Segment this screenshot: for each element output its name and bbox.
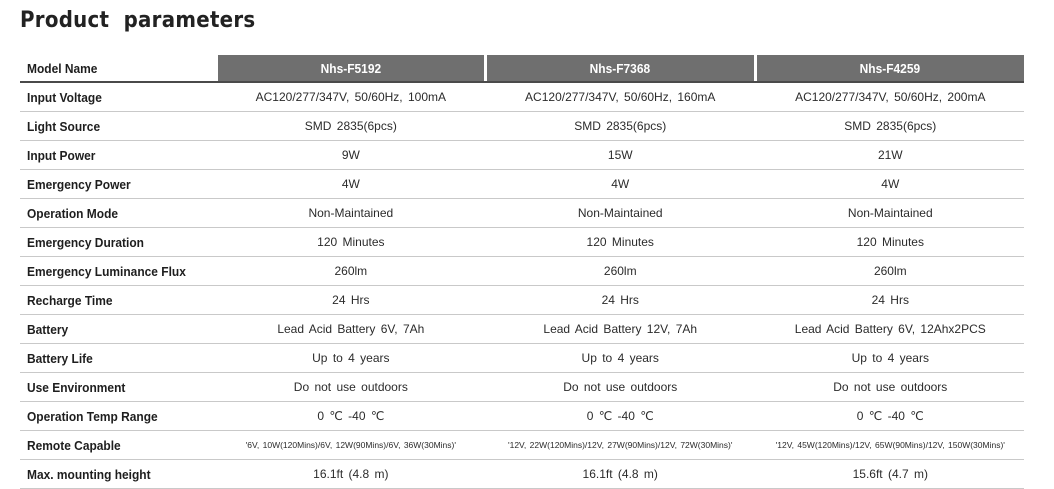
row-label — [20, 373, 218, 402]
table-cell: 9W — [218, 141, 484, 170]
table-cell: 16.1ft (4.8 m) — [487, 460, 754, 489]
model-name: Nhs-F7368 — [589, 60, 651, 76]
row-label-text: Emergency Duration — [27, 234, 144, 250]
row-label-text: Recharge Time — [27, 292, 113, 308]
table-header-row — [20, 55, 1024, 82]
table-cell: 24 Hrs — [757, 286, 1024, 315]
table-row — [20, 170, 1024, 199]
row-label-text: Emergency Power — [27, 176, 131, 192]
table-cell: SMD 2835(6pcs) — [757, 112, 1024, 141]
table-cell: 15.6ft (4.7 m) — [757, 460, 1024, 489]
table-row — [20, 199, 1024, 228]
table-cell: Do not use outdoors — [487, 373, 754, 402]
table-row — [20, 228, 1024, 257]
row-label — [20, 112, 218, 141]
table-cell: SMD 2835(6pcs) — [487, 112, 754, 141]
row-label — [20, 199, 218, 228]
table-cell: 0 ℃ -40 ℃ — [218, 402, 484, 431]
row-label — [20, 431, 218, 460]
table-cell: AC120/277/347V, 50/60Hz, 160mA — [487, 82, 754, 112]
table-row — [20, 286, 1024, 315]
table-cell: 260lm — [757, 257, 1024, 286]
row-label-text: Operation Temp Range — [27, 408, 158, 424]
table-cell: 0 ℃ -40 ℃ — [757, 402, 1024, 431]
table-cell: 4W — [487, 170, 754, 199]
table-cell: Lead Acid Battery 6V, 7Ah — [218, 315, 484, 344]
table-cell: 120 Minutes — [757, 228, 1024, 257]
table-row — [20, 112, 1024, 141]
table-cell: AC120/277/347V, 50/60Hz, 200mA — [757, 82, 1024, 112]
table-row — [20, 315, 1024, 344]
row-label-text: Remote Capable — [27, 437, 121, 453]
row-label — [20, 402, 218, 431]
table-cell: '12V, 45W(120Mins)/12V, 65W(90Mins)/12V, 150W(30Mins)' — [757, 431, 1024, 460]
table-cell: 0 ℃ -40 ℃ — [487, 402, 754, 431]
table-cell: '12V, 22W(120Mins)/12V, 27W(90Mins)/12V, 72W(30Mins)' — [487, 431, 754, 460]
table-cell: 24 Hrs — [487, 286, 754, 315]
table-cell: 4W — [218, 170, 484, 199]
table-cell: SMD 2835(6pcs) — [218, 112, 484, 141]
model-name: Nhs-F5192 — [320, 60, 382, 76]
table-cell: Lead Acid Battery 12V, 7Ah — [487, 315, 754, 344]
row-label-text: Battery — [27, 321, 69, 337]
row-label — [20, 228, 218, 257]
table-cell: Non-Maintained — [218, 199, 484, 228]
row-label — [20, 286, 218, 315]
table-row — [20, 460, 1024, 489]
row-label — [20, 257, 218, 286]
table-cell: '6V, 10W(120Mins)/6V, 12W(90Mins)/6V, 36W(30Mins)' — [218, 431, 484, 460]
row-label-text: Model Name — [27, 60, 98, 76]
table-cell: Up to 4 years — [487, 344, 754, 373]
row-label — [20, 170, 218, 199]
table-cell: 24 Hrs — [218, 286, 484, 315]
table-cell: 15W — [487, 141, 754, 170]
table-cell: Non-Maintained — [487, 199, 754, 228]
table-cell: Non-Maintained — [757, 199, 1024, 228]
table-cell: 16.1ft (4.8 m) — [218, 460, 484, 489]
table-row — [20, 82, 1024, 112]
row-label — [20, 141, 218, 170]
table-row — [20, 373, 1024, 402]
model-header — [218, 55, 484, 82]
table-cell: 120 Minutes — [487, 228, 754, 257]
table-row — [20, 344, 1024, 373]
table-cell: 4W — [757, 170, 1024, 199]
table-cell: Do not use outdoors — [757, 373, 1024, 402]
table-cell: AC120/277/347V, 50/60Hz, 100mA — [218, 82, 484, 112]
table-row — [20, 431, 1024, 460]
row-label-text: Operation Mode — [27, 205, 119, 221]
table-cell: 260lm — [218, 257, 484, 286]
model-header — [757, 55, 1024, 82]
table-cell: 21W — [757, 141, 1024, 170]
row-label-text: Light Source — [27, 118, 101, 134]
row-label-text: Input Voltage — [27, 89, 102, 105]
row-label-text: Input Power — [27, 147, 96, 163]
table-cell: Up to 4 years — [757, 344, 1024, 373]
table-row — [20, 141, 1024, 170]
row-label — [20, 55, 218, 82]
row-label — [20, 82, 218, 112]
row-label — [20, 460, 218, 489]
row-label — [20, 315, 218, 344]
table-row — [20, 402, 1024, 431]
page-title: Product parameters — [20, 8, 256, 33]
row-label-text: Use Environment — [27, 379, 126, 395]
table-cell: Do not use outdoors — [218, 373, 484, 402]
table-cell: 120 Minutes — [218, 228, 484, 257]
row-label-text: Battery Life — [27, 350, 93, 366]
row-label — [20, 344, 218, 373]
parameters-table — [20, 55, 1024, 489]
table-row — [20, 257, 1024, 286]
model-header — [487, 55, 754, 82]
table-cell: 260lm — [487, 257, 754, 286]
table-cell: Lead Acid Battery 6V, 12Ahx2PCS — [757, 315, 1024, 344]
model-name: Nhs-F4259 — [860, 60, 921, 76]
row-label-text: Emergency Luminance Flux — [27, 263, 186, 279]
table-cell: Up to 4 years — [218, 344, 484, 373]
row-label-text: Max. mounting height — [27, 466, 151, 482]
